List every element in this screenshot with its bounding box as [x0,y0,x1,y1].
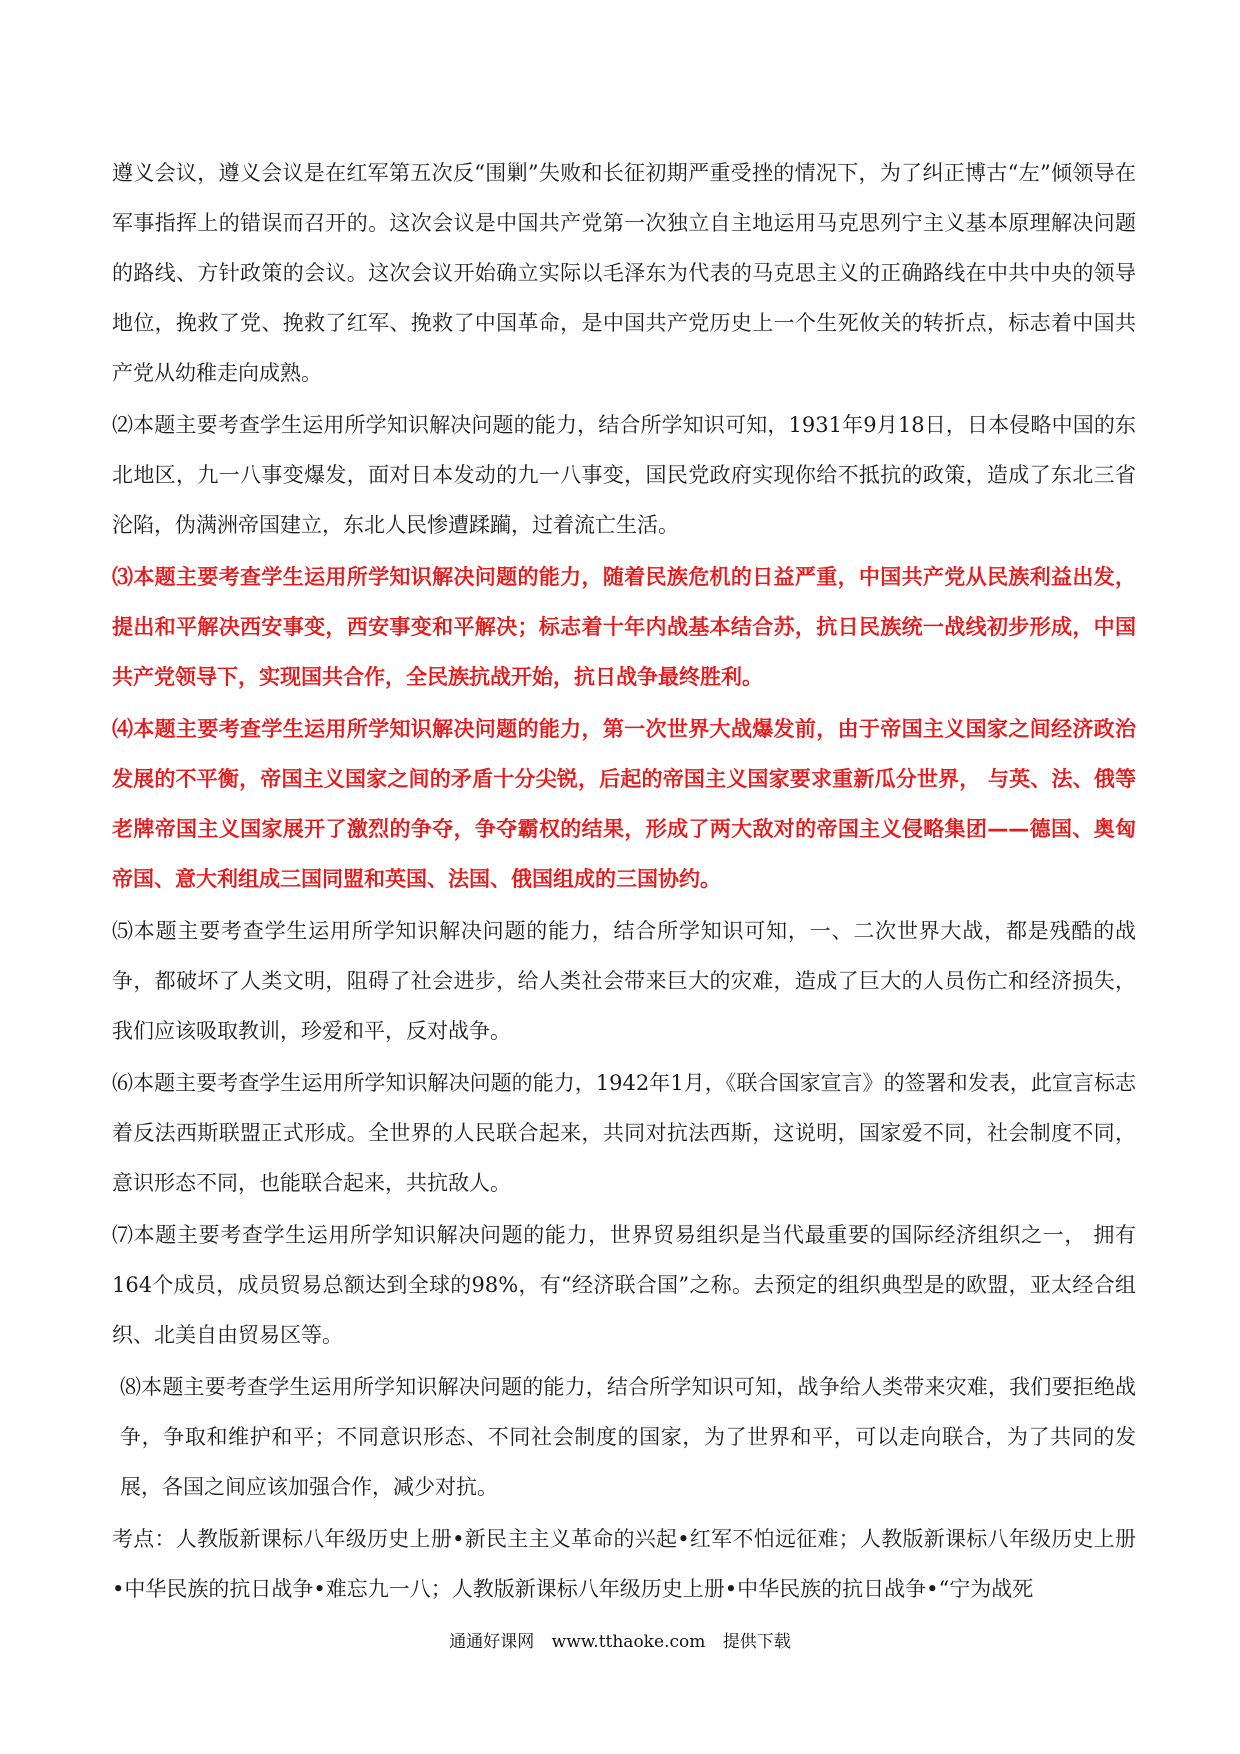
paragraph-exam-points: 考点：人教版新课标八年级历史上册•新民主主义革命的兴起•红军不怕远征难；人教版新课标八年级历史上册•中华民族的抗日战争•难忘九一八；人教版新课标八年级历史上册•中华民族的抗日战争•“宁为战死 [112,1527,1136,1601]
paragraph-answer-8: ⑻本题主要考查学生运用所学知识解决问题的能力，结合所学知识可知，战争给人类带来灾难，我们要拒绝战争，争取和维护和平；不同意识形态、不同社会制度的国家，为了世界和平，可以走向联合，为了共同的发展，各国之间应该加强合作，减少对抗。 [120,1375,1136,1499]
paragraph-zunyi-conference: 遵义会议，遵义会议是在红军第五次反“围剿”失败和长征初期严重受挫的情况下，为了纠正博古“左”倾领导在军事指挥上的错误而召开的。这次会议是中国共产党第一次独立自主地运用马克思列宁主义基本原理解决问题的路线、方针政策的会议。这次会议开始确立实际以毛泽东为代表的马克思主义的正确路线在中共中央的领导地位，挽救了党、挽救了红军、挽救了中国革命，是中国共产党历史上一个生死攸关的转折点，标志着中国共产党从幼稚走向成熟。 [112,161,1136,385]
paragraph-answer-3: ⑶本题主要考查学生运用所学知识解决问题的能力，随着民族危机的日益严重，中国共产党从民族利益出发，提出和平解决西安事变，西安事变和平解决；标志着十年内战基本结合苏，抗日民族统一战线初步形成，中国共产党领导下，实现国共合作，全民族抗战开始，抗日战争最终胜利。 [112,565,1136,689]
paragraph-answer-4: ⑷本题主要考查学生运用所学知识解决问题的能力，第一次世界大战爆发前，由于帝国主义国家之间经济政治发展的不平衡，帝国主义国家之间的矛盾十分尖锐，后起的帝国主义国家要求重新瓜分世界， 与英、法、俄等老牌帝国主义国家展开了激烈的争夺，争夺霸权的结果，形成了两大敌对的帝国主义侵略集团——德国、奥匈帝国、意大利组成三国同盟和英国、法国、俄国组成的三国协约。 [112,717,1136,891]
paragraph-answer-2: ⑵本题主要考查学生运用所学知识解决问题的能力，结合所学知识可知，1931年9月18日，日本侵略中国的东北地区，九一八事变爆发，面对日本发动的九一八事变，国民党政府实现你给不抵抗的政策，造成了东北三省沦陷，伪满洲帝国建立，东北人民惨遭蹂躏，过着流亡生活。 [112,413,1136,537]
page-footer [0,1627,1240,1652]
footer-suffix: 提供下载 [722,1632,791,1652]
paragraph-answer-7: ⑺本题主要考查学生运用所学知识解决问题的能力，世界贸易组织是当代最重要的国际经济组织之一， 拥有164个成员，成员贸易总额达到全球的98%，有“经济联合国”之称。去预定的组织典型是的欧盟，亚太经合组织、北美自由贸易区等。 [112,1223,1136,1347]
document-body [112,148,1136,1616]
footer-url: www.tthaoke.com [551,1632,706,1652]
footer-site-name: 通通好课网 [449,1632,535,1652]
paragraph-answer-6: ⑹本题主要考查学生运用所学知识解决问题的能力，1942年1月，《联合国家宣言》的签署和发表，此宣言标志着反法西斯联盟正式形成。全世界的人民联合起来，共同对抗法西斯，这说明，国家爱不同，社会制度不同，意识形态不同，也能联合起来，共抗敌人。 [112,1071,1136,1195]
paragraph-answer-5: ⑸本题主要考查学生运用所学知识解决问题的能力，结合所学知识可知，一、二次世界大战，都是残酷的战争，都破坏了人类文明，阻碍了社会进步，给人类社会带来巨大的灾难，造成了巨大的人员伤亡和经济损失，我们应该吸取教训，珍爱和平，反对战争。 [112,919,1136,1043]
